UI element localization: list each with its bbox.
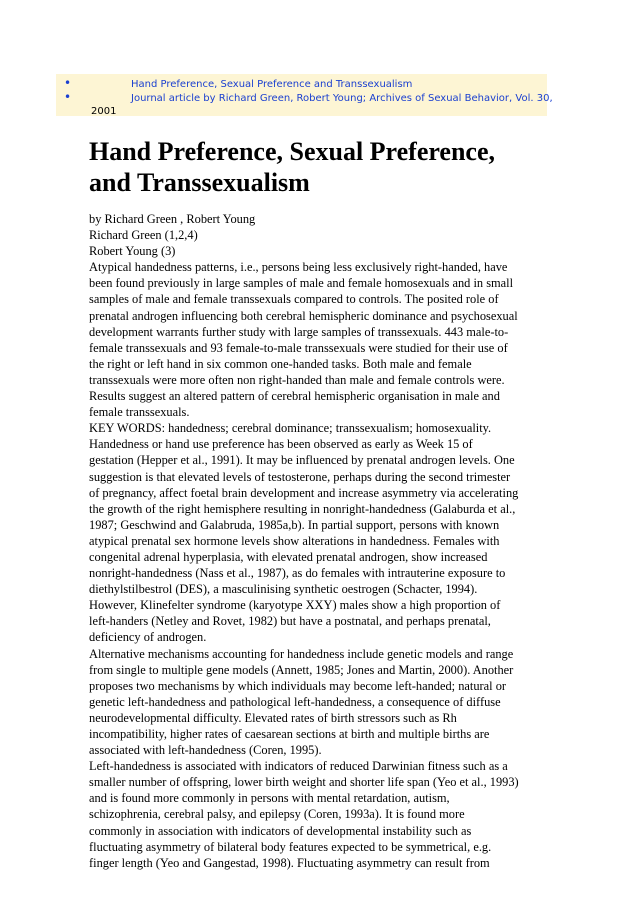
title-line: Hand Preference, Sexual Preference, [89, 137, 496, 166]
text-line: female transsexuals. [89, 405, 190, 420]
byline: by Richard Green , Robert Young [89, 212, 256, 226]
text-line: nonright-handedness (Nass et al., 1987), as do females with intrauterine exposure to [89, 566, 506, 581]
text-line: However, Klinefelter syndrome (karyotype XXY) males show a high proportion of [89, 598, 501, 613]
article-banner [56, 74, 553, 117]
text-line: suggestion is that elevated levels of testosterone, perhaps during the second trimester [89, 469, 511, 484]
text-line: left-handers (Netley and Rovet, 1982) but have a postnatal, and perhaps prenatal, [89, 614, 491, 629]
paragraph [89, 436, 541, 645]
article-link[interactable]: Hand Preference, Sexual Preference and Transsexualism [131, 79, 413, 90]
text-line: genetic left-handedness and pathological left-handedness, a consequence of diffuse [89, 694, 501, 709]
text-line: development warrants further study with large samples of transsexuals. 443 male-to- [89, 324, 509, 339]
text-line: Results suggest an altered pattern of cerebral hemispheric organisation in male and [89, 389, 500, 404]
article-body [89, 136, 541, 871]
author-affiliation: Robert Young (3) [89, 244, 176, 259]
page-title [89, 136, 529, 198]
citation-text[interactable]: Journal article by Richard Green, Robert Young; Archives of Sexual Behavior, Vol. 30, [131, 93, 553, 104]
text-line: proposes two mechanisms by which individuals may become left-handed; natural or [89, 678, 507, 693]
text-line: the growth of the right hemisphere resulting in nonright-handedness (Galaburda et al., [89, 501, 516, 516]
text-line: gestation (Hepper et al., 1991). It may be influenced by prenatal androgen levels. One [89, 453, 515, 468]
text-line: 1987; Geschwind and Galabruda, 1985a,b). In partial support, persons with known [89, 517, 500, 532]
text-line: samples of male and female transsexuals compared to controls. The posited role of [89, 292, 499, 307]
text-line: finger length (Yeo and Gangestad, 1998). Fluctuating asymmetry can result from [89, 855, 490, 870]
text-line: prenatal androgen influencing both cerebral hemispheric dominance and psychosexual [89, 308, 518, 323]
author-affiliation: Richard Green (1,2,4) [89, 228, 198, 243]
text-line: Left-handedness is associated with indicators of reduced Darwinian fitness such as a [89, 759, 508, 774]
text-line: Atypical handedness patterns, i.e., persons being less exclusively right-handed, have [89, 260, 508, 275]
text-line: fluctuating asymmetry of bilateral body features expected to be symmetrical, e.g. [89, 839, 492, 854]
keywords: KEY WORDS: handedness; cerebral dominance; transsexualism; homosexuality. [89, 421, 492, 436]
text-line: Alternative mechanisms accounting for handedness include genetic models and range [89, 646, 514, 661]
text-line: the right or left hand in six common one-handed tasks. Both male and female [89, 356, 472, 371]
text-line: atypical prenatal sex hormone levels show alterations in handedness. Females with [89, 533, 500, 548]
banner-row-link [56, 77, 547, 91]
text-line: incompatibility, higher rates of caesarean sections at birth and multiple births are [89, 727, 490, 741]
text-line: been found previously in large samples of male and female homosexuals and in small [89, 276, 514, 291]
title-line: and Transsexualism [89, 168, 310, 197]
text-line: neurodevelopmental difficulty. Elevated rates of birth stressors such as Rh [89, 710, 457, 725]
bullet-icon: • [64, 90, 72, 104]
paragraph [89, 758, 541, 871]
paragraph [89, 646, 541, 759]
text-line: of pregnancy, affect foetal brain development and increase asymmetry via accelerating [89, 485, 519, 500]
text-line: commonly in association with indicators of developmental instability such as [89, 823, 472, 838]
text-line: smaller number of offspring, lower birth weight and shorter life span (Yeo et al., 1993) [89, 775, 519, 790]
text-line: female transsexuals and 93 female-to-male transsexuals were studied for their use of [89, 340, 508, 355]
banner-row-citation [56, 90, 553, 105]
text-line: schizophrenia, cerebral palsy, and epilepsy (Coren, 1993a). It is found more [89, 807, 465, 822]
text-line: from single to multiple gene models (Annett, 1985; Jones and Martin, 2000). Another [89, 662, 514, 677]
bullet-icon: • [64, 76, 72, 90]
text-line: associated with left-handedness (Coren, 1995). [89, 743, 322, 758]
text-line: deficiency of androgen. [89, 630, 207, 645]
text-line: diethylstilbestrol (DES), a masculinising synthetic oestrogen (Schacter, 1994). [89, 582, 478, 597]
abstract [89, 259, 541, 420]
text-line: Handedness or hand use preference has been observed as early as Week 15 of [89, 437, 473, 452]
citation-year: 2001 [91, 106, 117, 117]
text-line: and is found more commonly in persons with mental retardation, autism, [89, 791, 450, 806]
text-line: congenital adrenal hyperplasia, with elevated prenatal androgen, show increased [89, 549, 488, 564]
text-line: transsexuals were more often non right-handed than male and female controls were. [89, 372, 505, 387]
